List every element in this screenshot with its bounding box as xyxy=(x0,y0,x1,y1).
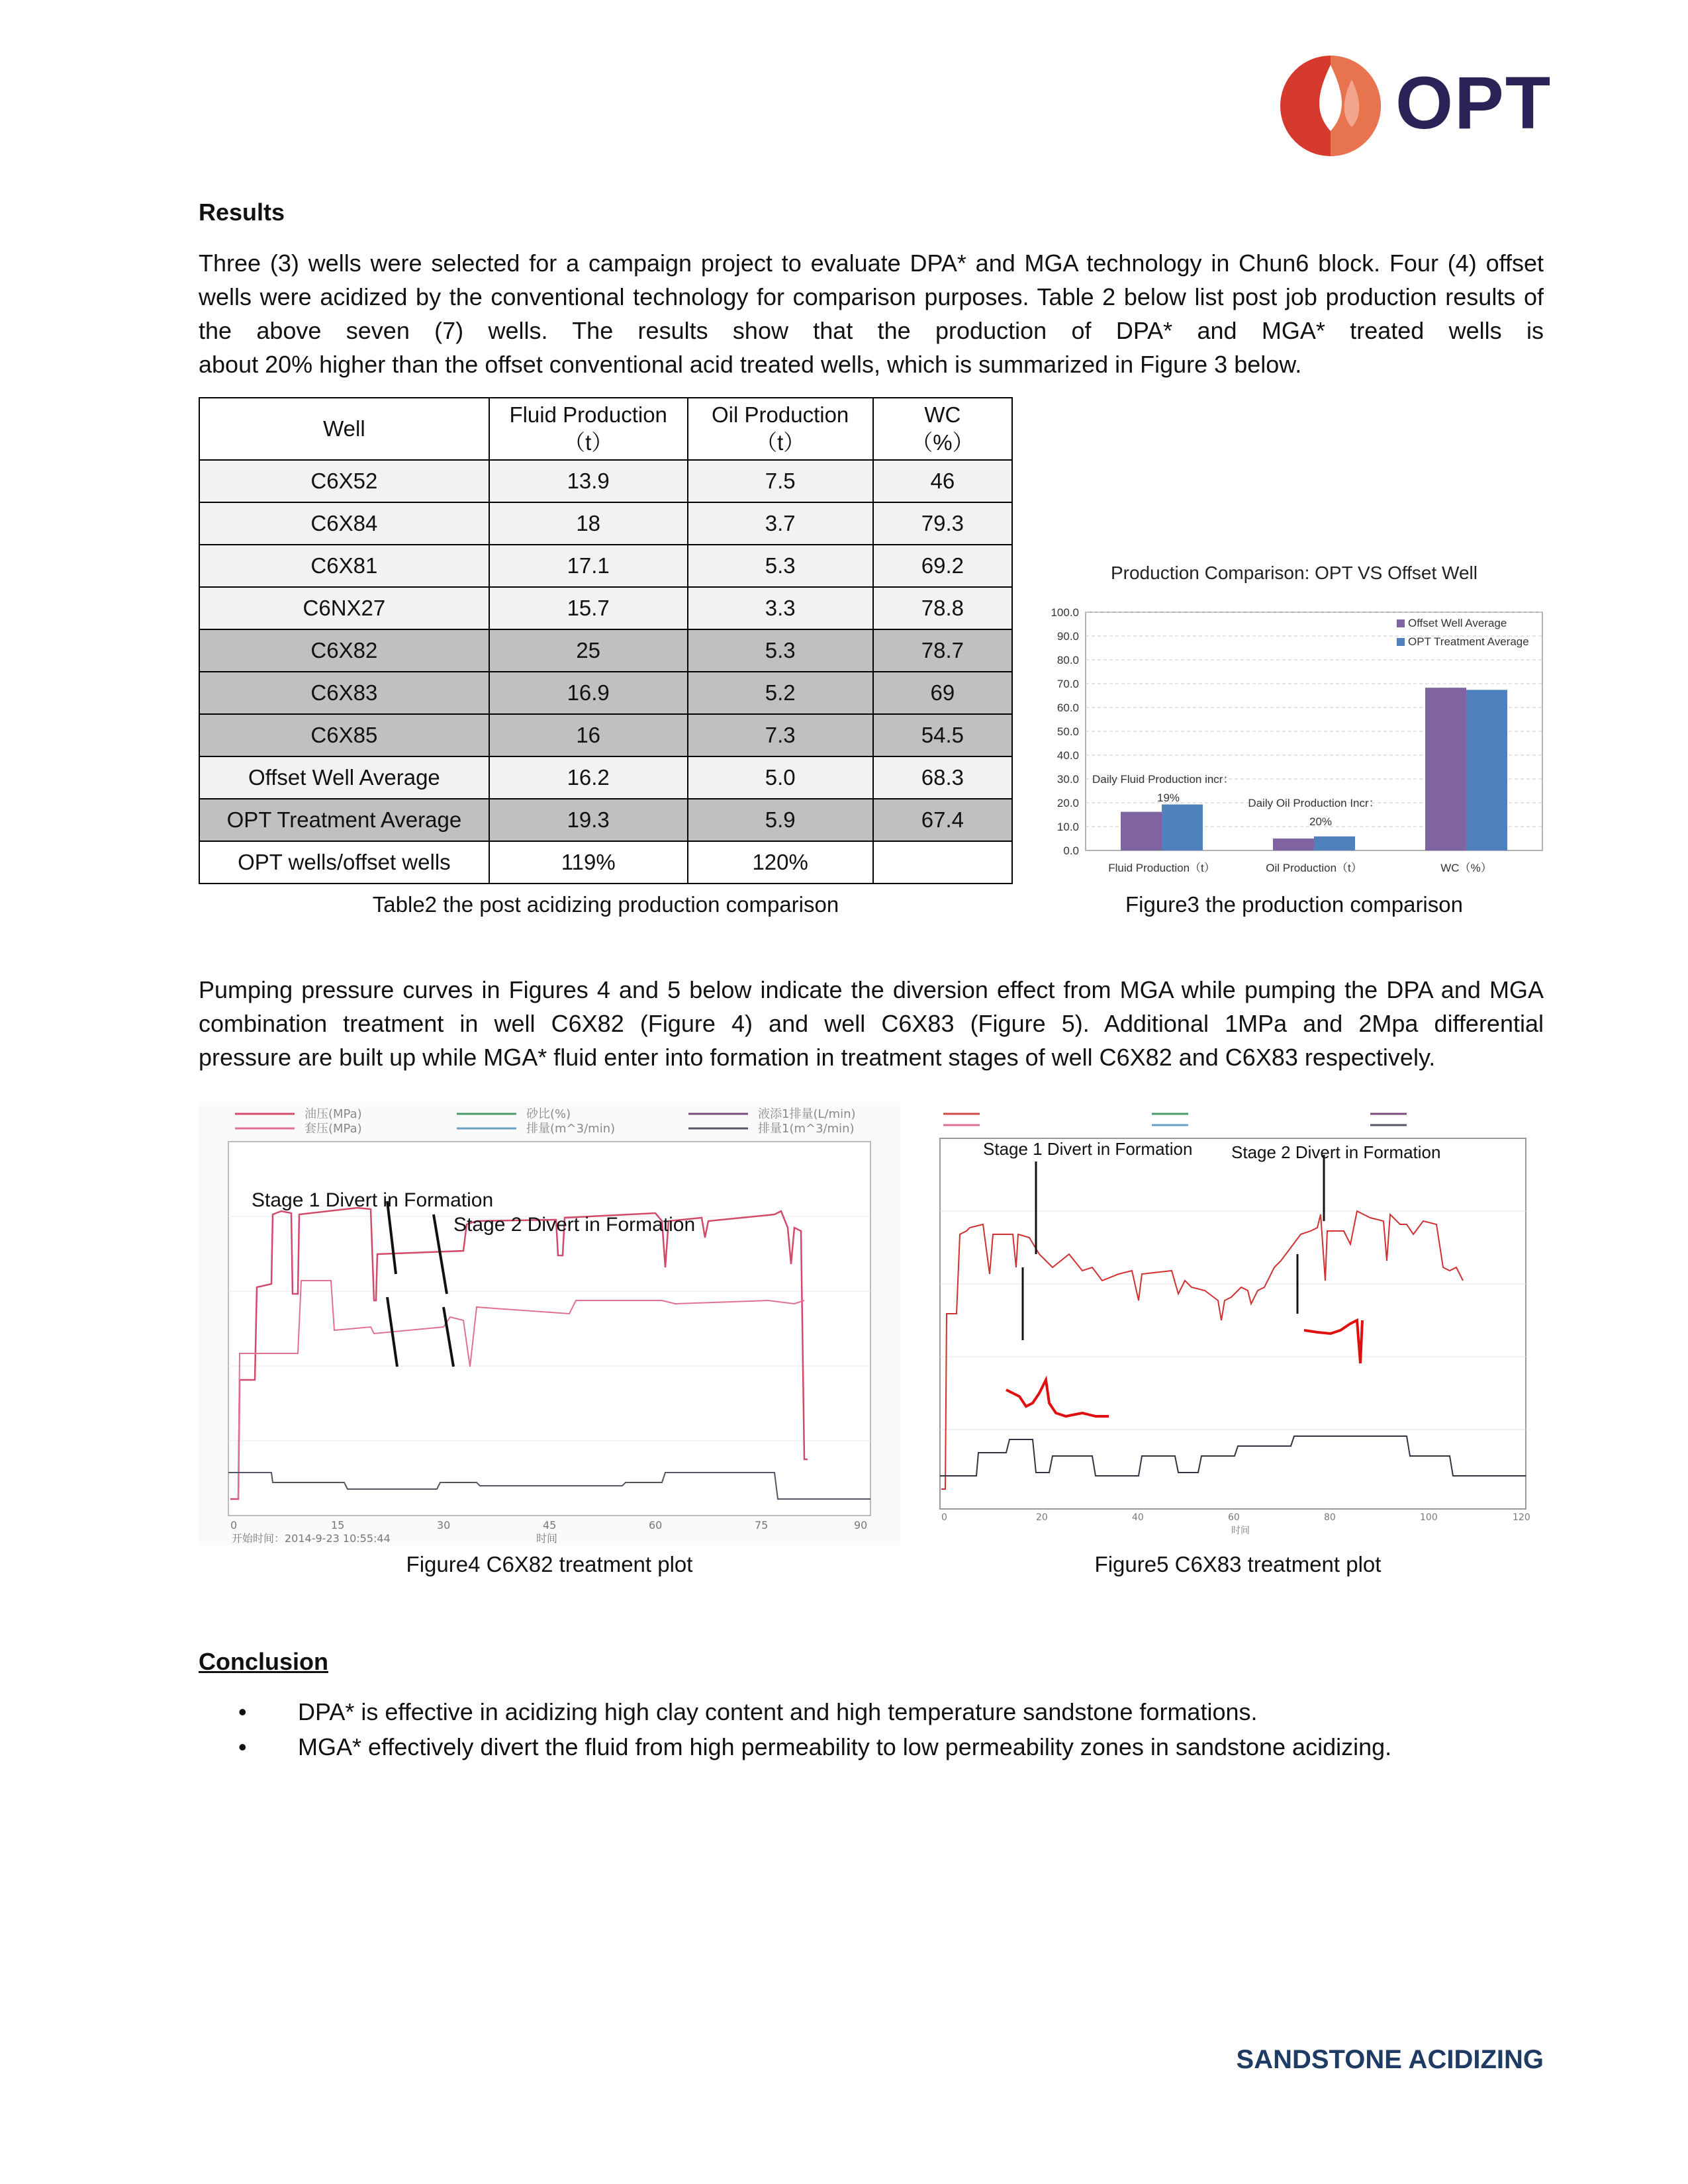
plot-area xyxy=(940,1138,1526,1509)
chart-caption: Figure3 the production comparison xyxy=(1125,892,1463,917)
production-bar-chart xyxy=(1033,556,1556,887)
table-cell: 7.3 xyxy=(688,714,873,756)
y-tick-label: 30.0 xyxy=(1056,773,1079,786)
table-cell: 78.7 xyxy=(873,629,1012,672)
table-cell: 67.4 xyxy=(873,799,1012,841)
table-cell: C6X52 xyxy=(199,460,489,502)
bar xyxy=(1425,688,1466,850)
legend-label: 油压(MPa) xyxy=(305,1107,362,1121)
bar xyxy=(1162,805,1203,850)
x-tick: 20 xyxy=(1036,1512,1048,1523)
table-cell: 19.3 xyxy=(489,799,688,841)
table-row xyxy=(199,672,1012,714)
table-row xyxy=(199,714,1012,756)
legend-swatch xyxy=(1397,638,1405,646)
table-cell: 5.2 xyxy=(688,672,873,714)
table-row xyxy=(199,460,1012,502)
list-item: • MGA* effectively divert the fluid from high permeability to low permeability zones in sandstone acidizing. xyxy=(238,1729,1546,1764)
table-cell: 5.9 xyxy=(688,799,873,841)
x-tick: 90 xyxy=(854,1519,868,1531)
y-tick-label: 0.0 xyxy=(1063,844,1079,857)
header-unit: （t） xyxy=(755,430,806,455)
table-row xyxy=(199,756,1012,799)
legend-label: 排量(m^3/min) xyxy=(526,1122,616,1136)
x-tick: 60 xyxy=(1228,1512,1240,1523)
y-tick-label: 40.0 xyxy=(1056,749,1079,762)
fig4-stage2-label: Stage 2 Divert in Formation xyxy=(453,1214,696,1236)
y-tick-label: 50.0 xyxy=(1056,725,1079,738)
x-tick: 120 xyxy=(1513,1512,1530,1523)
table-cell: C6NX27 xyxy=(199,587,489,629)
results-heading: Results xyxy=(199,199,285,226)
legend-label: 砂比(%) xyxy=(526,1107,571,1121)
opt-logo-text: OPT xyxy=(1395,62,1552,144)
table-cell: 16.2 xyxy=(489,756,688,799)
x-tick-label: Fluid Production（t） xyxy=(1108,862,1215,874)
x-tick: 0 xyxy=(230,1519,238,1531)
y-tick-label: 60.0 xyxy=(1056,702,1079,714)
x-tick: 60 xyxy=(649,1519,663,1531)
table-cell: 5.3 xyxy=(688,545,873,587)
table-caption: Table2 the post acidizing production comparison xyxy=(372,892,839,917)
table-header-row xyxy=(199,398,1012,460)
fig4-caption: Figure4 C6X82 treatment plot xyxy=(406,1552,693,1576)
table-header-fluid xyxy=(489,398,688,460)
table-cell: C6X85 xyxy=(199,714,489,756)
legend-label: Offset Well Average xyxy=(1408,617,1507,629)
table-cell: 18 xyxy=(489,502,688,545)
table-cell: 3.3 xyxy=(688,587,873,629)
table-cell: 3.7 xyxy=(688,502,873,545)
header-text: Oil Production xyxy=(712,402,849,427)
y-tick-label: 90.0 xyxy=(1056,630,1079,643)
table-cell xyxy=(873,841,1012,884)
table-cell: 78.8 xyxy=(873,587,1012,629)
y-tick-label: 20.0 xyxy=(1056,797,1079,809)
results-paragraph-last: about 20% higher than the offset conventional acid treated wells, which is summarized in Figure 3 below. xyxy=(199,351,1302,378)
table-cell: Offset Well Average xyxy=(199,756,489,799)
annotation-oil-pct: 20% xyxy=(1309,815,1333,828)
table-cell: C6X81 xyxy=(199,545,489,587)
x-tick: 30 xyxy=(437,1519,451,1531)
header-text: WC xyxy=(924,402,961,427)
x-tick: 100 xyxy=(1420,1512,1438,1523)
x-axis-label: 时间 xyxy=(536,1532,558,1545)
annotation-fluid-pct: 19% xyxy=(1156,792,1180,804)
fig5-treatment-plot xyxy=(920,1102,1556,1545)
y-tick-label: 70.0 xyxy=(1056,678,1079,690)
table-cell: 120% xyxy=(688,841,873,884)
table-cell: 16.9 xyxy=(489,672,688,714)
table-row xyxy=(199,587,1012,629)
y-tick-label: 100.0 xyxy=(1051,606,1079,619)
table-header-oil xyxy=(688,398,873,460)
header-unit: （t） xyxy=(563,430,614,455)
bar xyxy=(1273,839,1314,850)
x-tick: 0 xyxy=(941,1512,947,1523)
table-cell: OPT wells/offset wells xyxy=(199,841,489,884)
pumping-paragraph xyxy=(199,973,1544,1074)
table-cell: 13.9 xyxy=(489,460,688,502)
x-tick: 45 xyxy=(543,1519,557,1531)
table-cell: 69.2 xyxy=(873,545,1012,587)
table-cell: C6X84 xyxy=(199,502,489,545)
y-tick-label: 80.0 xyxy=(1056,654,1079,666)
list-item: • DPA* is effective in acidizing high clay content and high temperature sandstone formations. xyxy=(238,1694,1546,1729)
table-cell: 68.3 xyxy=(873,756,1012,799)
legend-swatch xyxy=(1397,619,1405,627)
legend-label: OPT Treatment Average xyxy=(1408,635,1529,648)
table-cell: 69 xyxy=(873,672,1012,714)
x-tick-label: WC（%） xyxy=(1440,862,1492,874)
legend-label: 排量1(m^3/min) xyxy=(758,1122,855,1136)
fig5-stage2-label: Stage 2 Divert in Formation xyxy=(1231,1142,1441,1162)
x-tick: 80 xyxy=(1324,1512,1336,1523)
fig4-treatment-plot xyxy=(199,1102,900,1545)
bar xyxy=(1121,812,1162,850)
bar xyxy=(1314,837,1355,850)
table-cell: C6X82 xyxy=(199,629,489,672)
header-unit: （%） xyxy=(911,430,974,455)
table-header-well xyxy=(199,398,489,460)
legend-label: 液添1排量(L/min) xyxy=(758,1107,856,1121)
start-time: 开始时间：2014-9-23 10:55:44 xyxy=(232,1532,391,1545)
conclusion-heading: Conclusion xyxy=(199,1648,328,1675)
annotation-oil: Daily Oil Production Incr： xyxy=(1248,797,1380,809)
pumping-paragraph-last: pressure are built up while MGA* fluid enter into formation in treatment stages of well C6X82 and C6X83 respectively. xyxy=(199,1044,1436,1071)
footer-title: SANDSTONE ACIDIZING xyxy=(1236,2045,1544,2074)
fig4-stage1-label: Stage 1 Divert in Formation xyxy=(252,1189,494,1211)
legend-label: 套压(MPa) xyxy=(305,1122,362,1136)
table-cell: 16 xyxy=(489,714,688,756)
table-cell: 15.7 xyxy=(489,587,688,629)
header-text: Fluid Production xyxy=(509,402,667,427)
table-cell: 17.1 xyxy=(489,545,688,587)
x-tick: 75 xyxy=(755,1519,769,1531)
chart-title: Production Comparison: OPT VS Offset Well xyxy=(1110,563,1478,583)
bar xyxy=(1466,690,1507,850)
fig5-stage1-label: Stage 1 Divert in Formation xyxy=(983,1139,1193,1159)
fig5-caption: Figure5 C6X83 treatment plot xyxy=(1094,1552,1382,1576)
table-row xyxy=(199,502,1012,545)
table-cell: 5.3 xyxy=(688,629,873,672)
x-tick: 15 xyxy=(331,1519,345,1531)
results-paragraph-text: Three (3) wells were selected for a campaign project to evaluate DPA* and MGA technology in Chun6 block. Four (4) offset wells were acidized by the conventional technology for comparison purposes. Table 2 below list post job production results of the above seven (7) wells. The results show that the production of DPA* and MGA* treated wells is xyxy=(199,250,1544,344)
table-row xyxy=(199,799,1012,841)
table-cell: 119% xyxy=(489,841,688,884)
annotation-fluid: Daily Fluid Production incr： xyxy=(1092,773,1235,786)
table-cell: 79.3 xyxy=(873,502,1012,545)
table-row xyxy=(199,841,1012,884)
table-header-wc xyxy=(873,398,1012,460)
production-table xyxy=(199,397,1013,884)
x-tick: 40 xyxy=(1132,1512,1144,1523)
x-axis-label: 时间 xyxy=(1231,1525,1250,1536)
y-tick-label: 10.0 xyxy=(1056,821,1079,833)
table-cell: C6X83 xyxy=(199,672,489,714)
table-cell: 54.5 xyxy=(873,714,1012,756)
table-cell: OPT Treatment Average xyxy=(199,799,489,841)
table-cell: 7.5 xyxy=(688,460,873,502)
table-cell: 46 xyxy=(873,460,1012,502)
conclusion-list xyxy=(238,1694,1546,1764)
table-cell: 25 xyxy=(489,629,688,672)
results-paragraph xyxy=(199,246,1544,381)
table-row xyxy=(199,545,1012,587)
table-row xyxy=(199,629,1012,672)
x-tick-label: Oil Production（t） xyxy=(1266,862,1362,874)
pumping-paragraph-text: Pumping pressure curves in Figures 4 and 5 below indicate the diversion effect from MGA while pumping the DPA and MGA combination treatment in well C6X82 (Figure 4) and well C6X83 (Figure 5). Additional 1MPa and 2Mpa differential xyxy=(199,976,1544,1037)
header-text: Well xyxy=(323,416,365,441)
table-cell: 5.0 xyxy=(688,756,873,799)
